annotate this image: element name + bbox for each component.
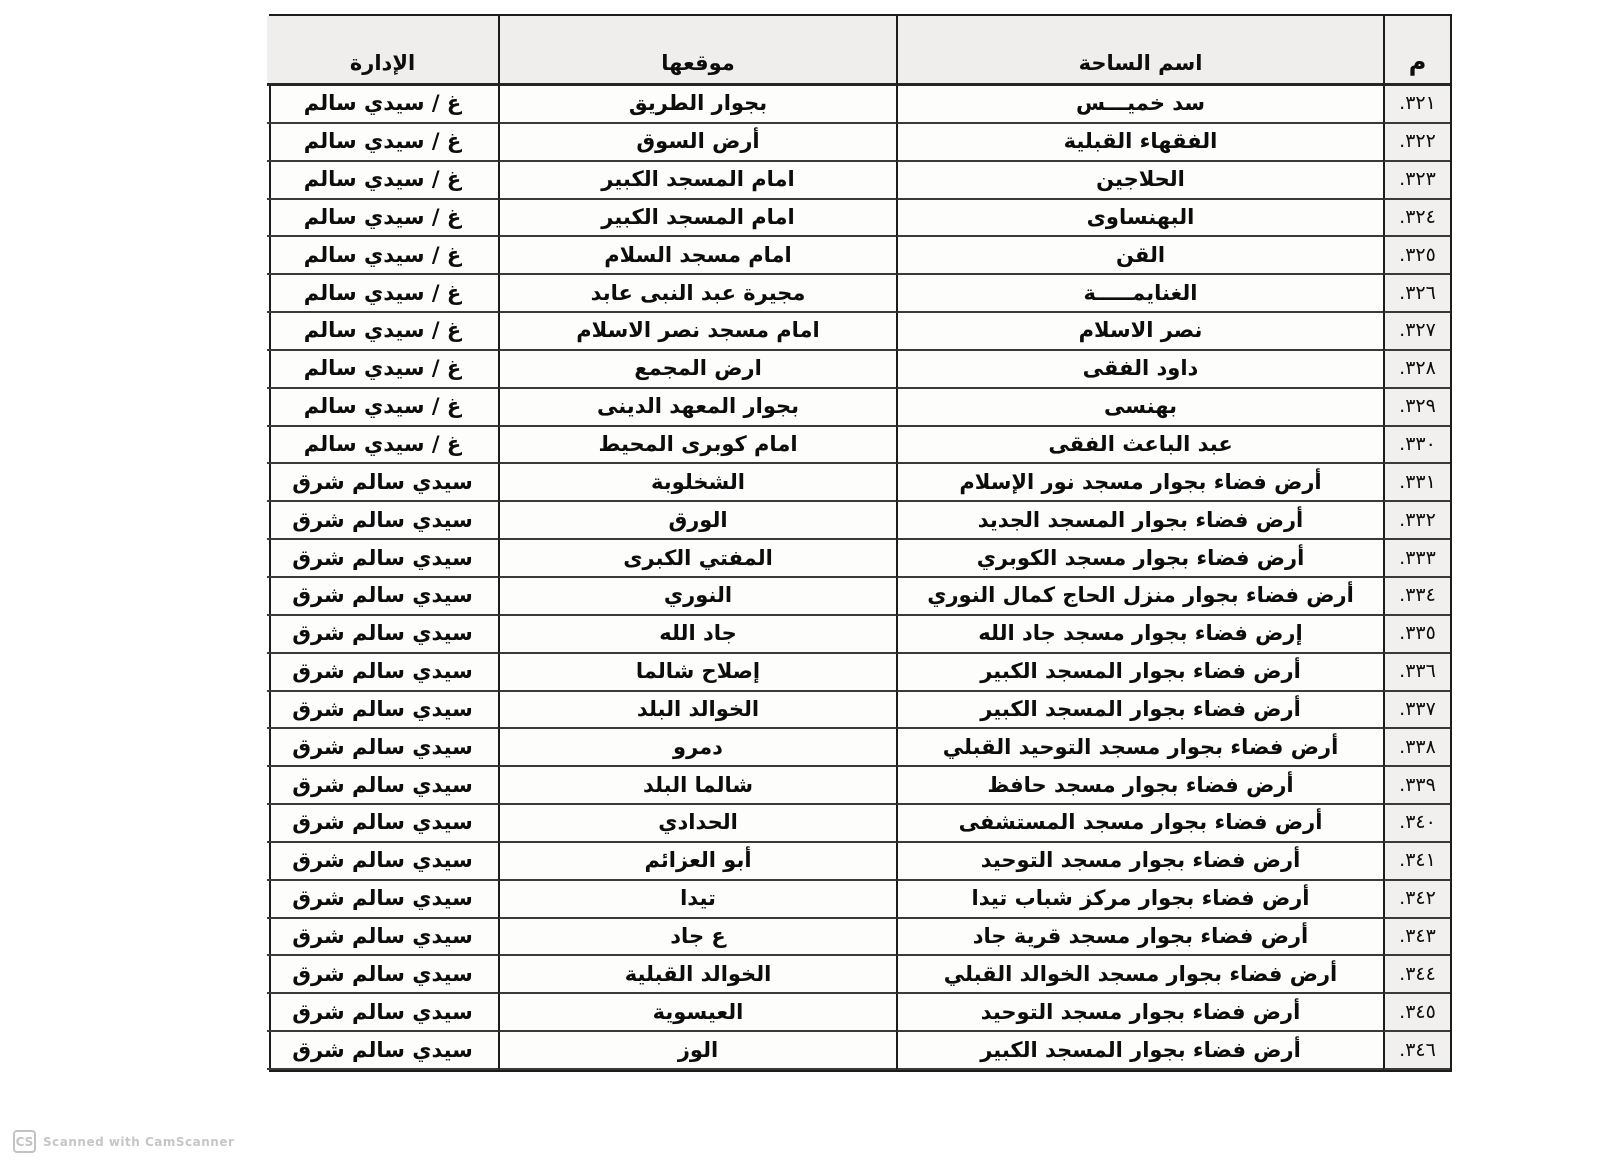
table-cell-location: شالما البلد [498, 767, 896, 805]
camscanner-watermark-text: Scanned with CamScanner [43, 1134, 235, 1149]
table-cell-number: ٣٢٩. [1383, 389, 1450, 427]
camscanner-watermark [13, 1130, 234, 1153]
table-cell-location: امام المسجد الكبير [498, 162, 896, 200]
table-cell-name: الفقهاء القبلية [896, 124, 1383, 162]
table-cell-admin: سيدي سالم شرق [267, 616, 498, 654]
table-cell-admin: سيدي سالم شرق [267, 805, 498, 843]
table-cell-admin: غ / سيدي سالم [267, 162, 498, 200]
table-cell-location: جاد الله [498, 616, 896, 654]
table-cell-location: امام المسجد الكبير [498, 200, 896, 238]
table-cell-number: ٣٤٤. [1383, 956, 1450, 994]
table-cell-number: ٣٣١. [1383, 464, 1450, 502]
table-cell-admin: سيدي سالم شرق [267, 692, 498, 730]
table-cell-location: النوري [498, 578, 896, 616]
table-cell-admin: غ / سيدي سالم [267, 351, 498, 389]
table-cell-location: مجيرة عبد النبى عابد [498, 275, 896, 313]
table-header-admin: الإدارة [267, 16, 498, 86]
table-cell-name: القن [896, 237, 1383, 275]
table-cell-number: ٣٢٢. [1383, 124, 1450, 162]
table-cell-number: ٣٢٦. [1383, 275, 1450, 313]
table-cell-admin: غ / سيدي سالم [267, 124, 498, 162]
table-cell-location: إصلاح شالما [498, 654, 896, 692]
table-cell-name: أرض فضاء بجوار المسجد الكبير [896, 654, 1383, 692]
table-cell-admin: سيدي سالم شرق [267, 843, 498, 881]
table-cell-admin: غ / سيدي سالم [267, 389, 498, 427]
table-cell-admin: سيدي سالم شرق [267, 578, 498, 616]
table-cell-number: ٣٤٦. [1383, 1032, 1450, 1070]
table-cell-number: ٣٤١. [1383, 843, 1450, 881]
table-cell-admin: غ / سيدي سالم [267, 237, 498, 275]
table-cell-location: الخوالد القبلية [498, 956, 896, 994]
table-cell-location: تيدا [498, 881, 896, 919]
table-cell-name: أرض فضاء بجوار مسجد المستشفى [896, 805, 1383, 843]
table-cell-admin: غ / سيدي سالم [267, 86, 498, 124]
table-cell-name: أرض فضاء بجوار المسجد الكبير [896, 692, 1383, 730]
table-cell-admin: سيدي سالم شرق [267, 919, 498, 957]
table-cell-number: ٣٣٥. [1383, 616, 1450, 654]
table-cell-number: ٣٣٨. [1383, 729, 1450, 767]
table-header-number: م [1383, 16, 1450, 86]
camscanner-logo-icon: CS [13, 1130, 36, 1153]
table-cell-name: داود الفقى [896, 351, 1383, 389]
table-cell-location: أرض السوق [498, 124, 896, 162]
table-cell-admin: سيدي سالم شرق [267, 464, 498, 502]
table-cell-location: الخوالد البلد [498, 692, 896, 730]
table-cell-admin: سيدي سالم شرق [267, 654, 498, 692]
table-cell-admin: غ / سيدي سالم [267, 200, 498, 238]
table-cell-name: أرض فضاء بجوار مسجد الكوبري [896, 540, 1383, 578]
table-cell-name: أرض فضاء بجوار المسجد الجديد [896, 502, 1383, 540]
table-cell-location: ارض المجمع [498, 351, 896, 389]
table-cell-name: البهنساوى [896, 200, 1383, 238]
table-cell-number: ٣٤٣. [1383, 919, 1450, 957]
table-cell-number: ٣٤٢. [1383, 881, 1450, 919]
table-cell-location: دمرو [498, 729, 896, 767]
table-cell-location: العيسوية [498, 994, 896, 1032]
table-cell-location: ع جاد [498, 919, 896, 957]
table-header-name: اسم الساحة [896, 16, 1383, 86]
table-cell-number: ٣٤٠. [1383, 805, 1450, 843]
table-cell-admin: سيدي سالم شرق [267, 540, 498, 578]
table-cell-name: أرض فضاء بجوار مركز شباب تيدا [896, 881, 1383, 919]
table-cell-name: أرض فضاء بجوار المسجد الكبير [896, 1032, 1383, 1070]
table-cell-location: بجوار المعهد الدينى [498, 389, 896, 427]
table-cell-location: أبو العزائم [498, 843, 896, 881]
table-cell-location: المفتي الكبرى [498, 540, 896, 578]
table-cell-number: ٣٢٣. [1383, 162, 1450, 200]
table-cell-admin: سيدي سالم شرق [267, 729, 498, 767]
table-cell-location: امام مسجد نصر الاسلام [498, 313, 896, 351]
table-cell-number: ٣٣٧. [1383, 692, 1450, 730]
table-cell-name: أرض فضاء بجوار مسجد التوحيد [896, 843, 1383, 881]
table-cell-number: ٣٣٣. [1383, 540, 1450, 578]
table-cell-name: أرض فضاء بجوار منزل الحاج كمال النوري [896, 578, 1383, 616]
table-cell-admin: سيدي سالم شرق [267, 502, 498, 540]
table-cell-admin: سيدي سالم شرق [267, 881, 498, 919]
table-cell-number: ٣٣٩. [1383, 767, 1450, 805]
table-cell-number: ٣٤٥. [1383, 994, 1450, 1032]
table-cell-admin: سيدي سالم شرق [267, 1032, 498, 1070]
table-cell-location: الحدادي [498, 805, 896, 843]
table-cell-name: الحلاجين [896, 162, 1383, 200]
table-cell-number: ٣٢٧. [1383, 313, 1450, 351]
table-cell-admin: غ / سيدي سالم [267, 275, 498, 313]
table-cell-location: امام كوبرى المحيط [498, 427, 896, 465]
squares-table [269, 14, 1452, 1072]
table-cell-name: إرض فضاء بجوار مسجد جاد الله [896, 616, 1383, 654]
table-cell-location: الشخلوبة [498, 464, 896, 502]
table-cell-name: بهنسى [896, 389, 1383, 427]
table-cell-name: أرض فضاء بجوار مسجد قرية جاد [896, 919, 1383, 957]
table-cell-location: بجوار الطريق [498, 86, 896, 124]
table-cell-number: ٣٢١. [1383, 86, 1450, 124]
table-cell-name: أرض فضاء بجوار مسجد نور الإسلام [896, 464, 1383, 502]
table-cell-number: ٣٣٤. [1383, 578, 1450, 616]
table-cell-name: أرض فضاء بجوار مسجد الخوالد القبلي [896, 956, 1383, 994]
table-header-location: موقعها [498, 16, 896, 86]
table-cell-location: الوز [498, 1032, 896, 1070]
table-cell-name: أرض فضاء بجوار مسجد التوحيد [896, 994, 1383, 1032]
table-cell-name: سد خميـــس [896, 86, 1383, 124]
table-cell-admin: سيدي سالم شرق [267, 956, 498, 994]
table-cell-number: ٣٣٠. [1383, 427, 1450, 465]
table-cell-number: ٣٢٨. [1383, 351, 1450, 389]
table-cell-name: أرض فضاء بجوار مسجد حافظ [896, 767, 1383, 805]
table-cell-name: نصر الاسلام [896, 313, 1383, 351]
table-cell-name: عبد الباعث الفقى [896, 427, 1383, 465]
table-cell-number: ٣٣٢. [1383, 502, 1450, 540]
table-cell-admin: غ / سيدي سالم [267, 427, 498, 465]
table-cell-number: ٣٢٥. [1383, 237, 1450, 275]
table-cell-number: ٣٣٦. [1383, 654, 1450, 692]
table-cell-name: أرض فضاء بجوار مسجد التوحيد القبلي [896, 729, 1383, 767]
table-cell-location: امام مسجد السلام [498, 237, 896, 275]
table-cell-location: الورق [498, 502, 896, 540]
table-cell-admin: سيدي سالم شرق [267, 767, 498, 805]
table-cell-number: ٣٢٤. [1383, 200, 1450, 238]
table-cell-name: الغنايمـــــة [896, 275, 1383, 313]
table-cell-admin: غ / سيدي سالم [267, 313, 498, 351]
table-cell-admin: سيدي سالم شرق [267, 994, 498, 1032]
